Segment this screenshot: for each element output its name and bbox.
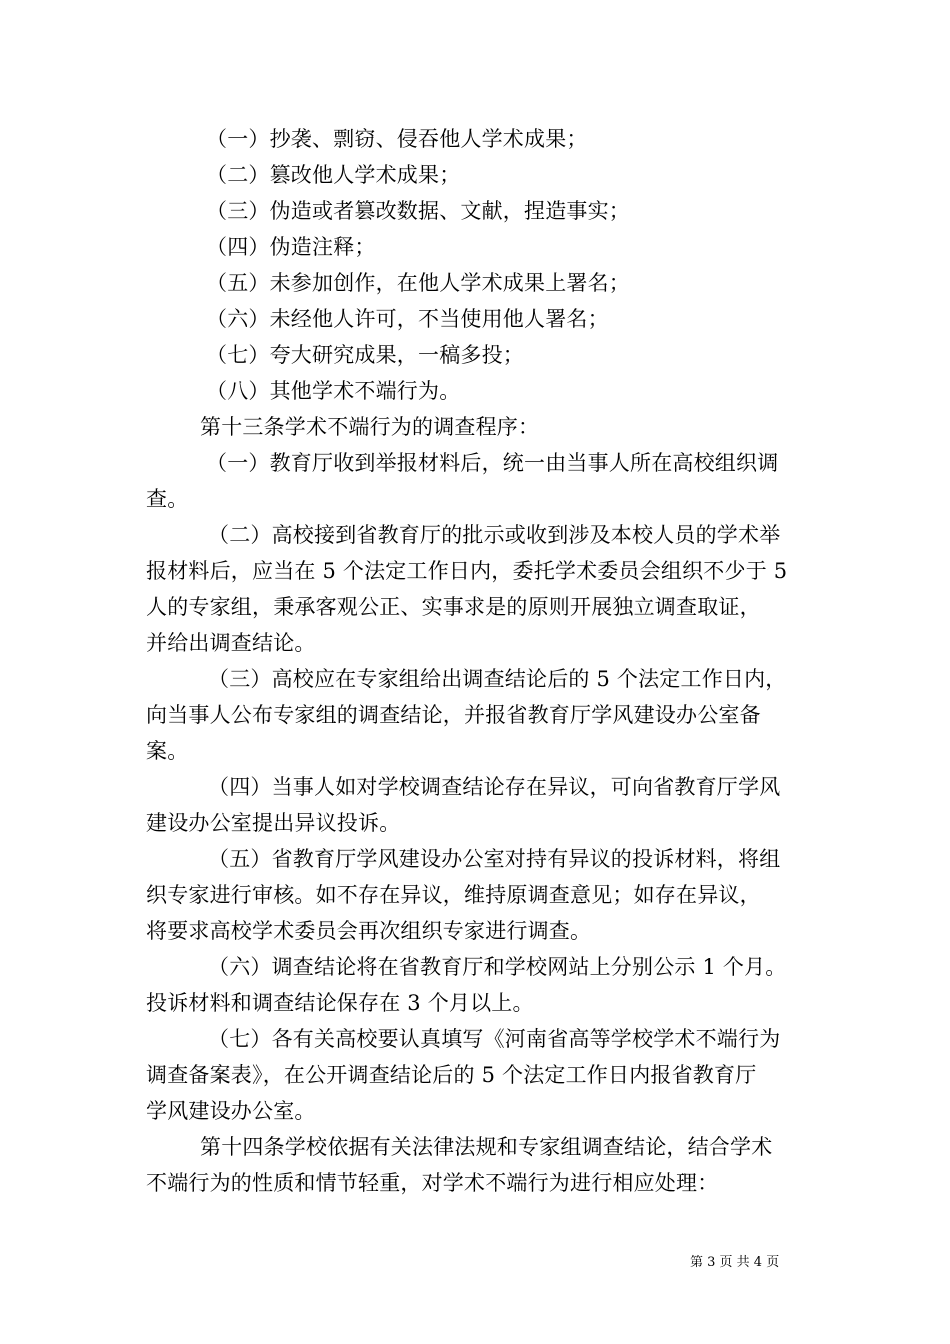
paragraph-line: （四）当事人如对学校调查结论存在异议，可向省教育厅学风 (208, 775, 781, 799)
paragraph-line: 不端行为的性质和情节轻重，对学术不端行为进行相应处理： (146, 1171, 719, 1195)
body-text (146, 121, 816, 1201)
article-13-heading: 第十三条学术不端行为的调查程序： (200, 415, 540, 439)
paragraph-line: 织专家进行审核。如不存在异议，维持原调查意见；如存在异议， (146, 883, 761, 907)
list-item: （三）伪造或者篡改数据、文献，捏造事实； (206, 199, 630, 223)
paragraph-line: 第十四条学校依据有关法律法规和专家组调查结论，结合学术 (200, 1135, 773, 1159)
paragraph-line: 建设办公室提出异议投诉。 (146, 811, 401, 835)
paragraph-line: （五）省教育厅学风建设办公室对持有异议的投诉材料，将组 (208, 847, 781, 871)
list-item: （二）篡改他人学术成果； (206, 163, 461, 187)
paragraph-line: 学风建设办公室。 (146, 1099, 316, 1123)
list-item: （六）未经他人许可，不当使用他人署名； (206, 307, 609, 331)
page-number: 第 3 页 共 4 页 (690, 1255, 780, 1270)
article-13-item-6 (146, 949, 816, 1021)
list-item: （一）抄袭、剽窃、侵吞他人学术成果； (206, 127, 588, 151)
article-14 (146, 1129, 816, 1201)
list-item: （八）其他学术不端行为。 (206, 379, 461, 403)
paragraph-line: （三）高校应在专家组给出调查结论后的 5 个法定工作日内， (208, 667, 787, 691)
paragraph-line: 调查备案表》，在公开调查结论后的 5 个法定工作日内报省教育厅 (146, 1063, 757, 1087)
paragraph-line: 案。 (146, 739, 189, 763)
paragraph-line: （二）高校接到省教育厅的批示或收到涉及本校人员的学术举 (208, 523, 781, 547)
paragraph-line: 将要求高校学术委员会再次组织专家进行调查。 (146, 919, 592, 943)
article-13-item-3 (146, 661, 816, 769)
paragraph-line: （一）教育厅收到举报材料后，统一由当事人所在高校组织调 (206, 451, 779, 475)
paragraph-line: （六）调查结论将在省教育厅和学校网站上分别公示 1 个月。 (208, 955, 787, 979)
paragraph-line: （七）各有关高校要认真填写《河南省高等学校学术不端行为 (208, 1027, 781, 1051)
article-13-item-2 (146, 517, 816, 661)
article-13-item-1 (146, 445, 816, 517)
paragraph-line: 查。 (146, 487, 189, 511)
paragraph-line: 人的专家组，秉承客观公正、实事求是的原则开展独立调查取证， (146, 595, 761, 619)
list-item: （七）夸大研究成果，一稿多投； (206, 343, 524, 367)
paragraph-line: 投诉材料和调查结论保存在 3 个月以上。 (146, 991, 534, 1015)
misconduct-list (146, 121, 816, 409)
paragraph-line: 并给出调查结论。 (146, 631, 316, 655)
article-13-item-7 (146, 1021, 816, 1129)
article-13-item-5 (146, 841, 816, 949)
list-item: （四）伪造注释； (206, 235, 376, 259)
paragraph-line: 报材料后，应当在 5 个法定工作日内，委托学术委员会组织不少于 5 (146, 559, 788, 583)
article-13-item-4 (146, 769, 816, 841)
list-item: （五）未参加创作，在他人学术成果上署名； (206, 271, 630, 295)
paragraph-line: 向当事人公布专家组的调查结论，并报省教育厅学风建设办公室备 (146, 703, 761, 727)
